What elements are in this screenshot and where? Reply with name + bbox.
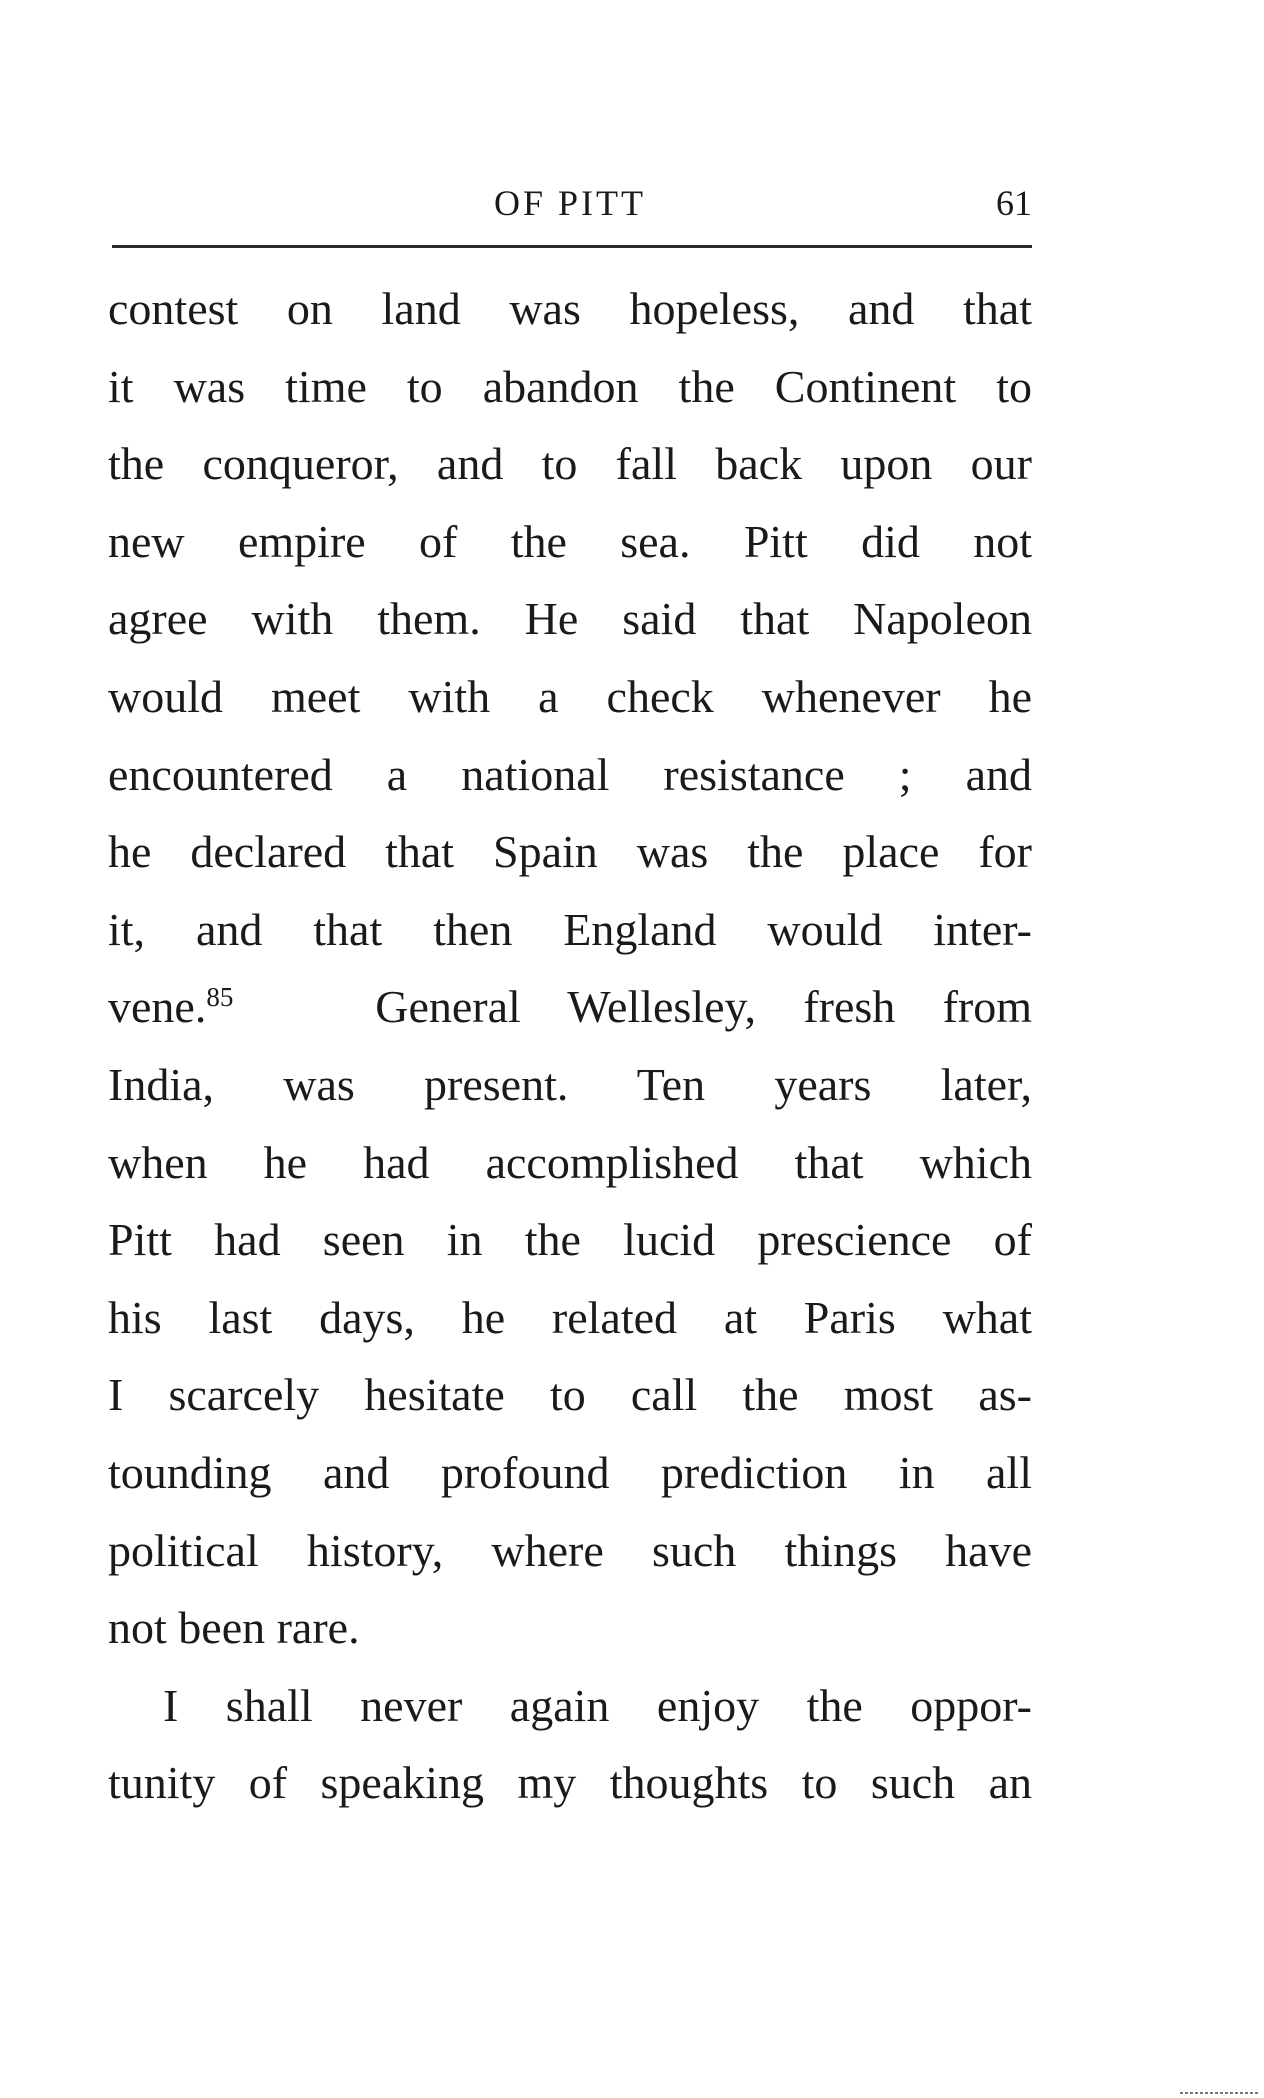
text-line-with-footnote xyxy=(108,968,1032,1046)
running-title: OF PITT xyxy=(493,183,646,223)
text-line: encountered a national resistance ; and xyxy=(108,748,1032,800)
footnote-reference: 85 xyxy=(206,982,234,1013)
text-line: it was time to abandon the Continent to xyxy=(108,360,1032,412)
text-line: new empire of the sea. Pitt did not xyxy=(108,515,1032,567)
text-line: his last days, he related at Paris what xyxy=(108,1291,1032,1343)
text-line: political history, where such things have xyxy=(108,1524,1032,1576)
scan-edge-mark xyxy=(1180,2092,1260,2094)
text-line: India, was present. Ten years later, xyxy=(108,1058,1032,1110)
text-line: the conqueror, and to fall back upon our xyxy=(108,438,1032,490)
text-line: it, and that then England would inter- xyxy=(108,903,1032,955)
text-line: Pitt had seen in the lucid prescience of xyxy=(108,1214,1032,1266)
body-text xyxy=(108,270,1032,1822)
text-line: tunity of speaking my thoughts to such an xyxy=(108,1757,1032,1809)
text-line: tounding and profound prediction in all xyxy=(108,1446,1032,1498)
text-line: contest on land was hopeless, and that xyxy=(108,283,1032,334)
header-rule xyxy=(112,245,1032,248)
text-line: agree with them. He said that Napoleon xyxy=(108,593,1032,645)
running-header xyxy=(108,178,1032,228)
paragraph-end-line: not been rare. xyxy=(108,1602,360,1654)
text-line: when he had accomplished that which xyxy=(108,1136,1032,1188)
text-line: would meet with a check whenever he xyxy=(108,670,1032,722)
text-line: I scarcely hesitate to call the most as- xyxy=(108,1369,1032,1421)
page-number: 61 xyxy=(996,183,1032,223)
paragraph-start-line: I shall never again enjoy the oppor- xyxy=(163,1679,1032,1731)
text-line: he declared that Spain was the place for xyxy=(108,826,1032,878)
text-fragment: vene. xyxy=(108,981,207,1033)
text-fragment: General Wellesley, fresh from xyxy=(375,981,1032,1033)
